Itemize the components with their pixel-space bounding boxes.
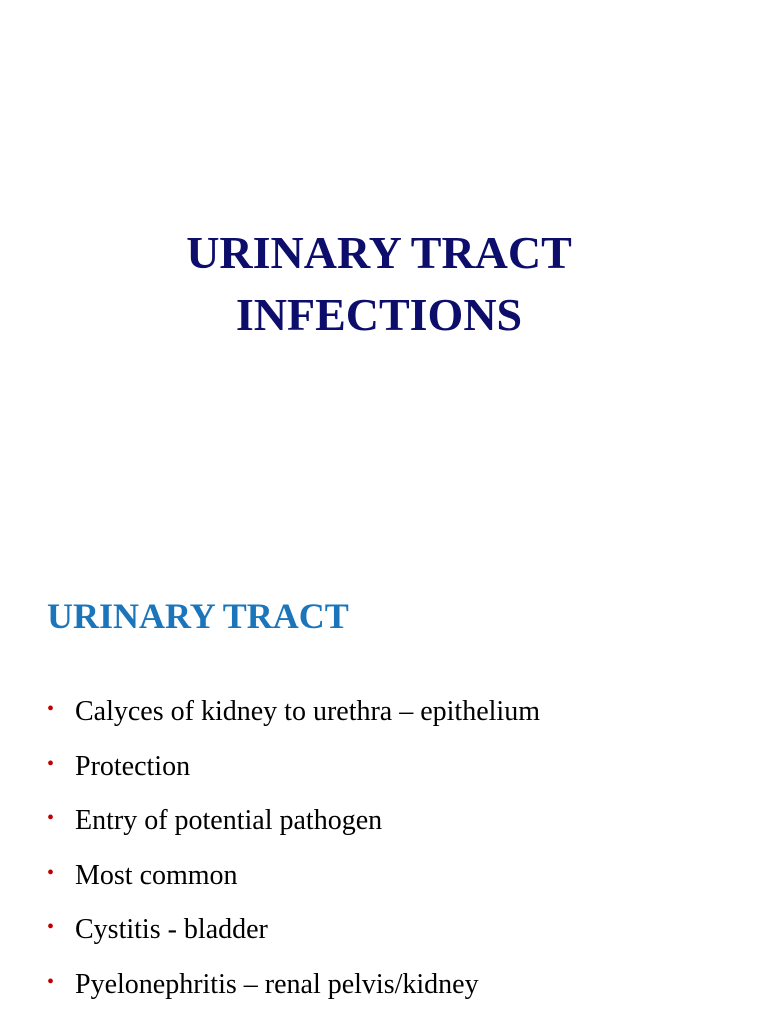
bullet-text: Protection <box>75 750 191 782</box>
main-title-line-1: URINARY TRACT <box>186 227 572 278</box>
bullet-dot-icon: • <box>47 861 55 884</box>
bullet-item <box>47 962 540 1017</box>
content-slide <box>0 512 768 1024</box>
main-title-line-2: INFECTIONS <box>235 289 523 340</box>
bullet-text: Cystitis - bladder <box>75 914 268 946</box>
bullet-text: Pyelonephritis – renal pelvis/kidney <box>75 968 479 1000</box>
bullet-item <box>47 798 540 853</box>
main-title <box>0 222 758 346</box>
bullet-dot-icon: • <box>47 970 55 993</box>
bullet-item <box>47 744 540 799</box>
bullet-text: Entry of potential pathogen <box>75 805 383 837</box>
bullet-dot-icon: • <box>47 807 55 830</box>
section-heading: URINARY TRACT <box>47 596 349 636</box>
bullet-text: Most common <box>75 859 238 891</box>
bullet-item <box>47 853 540 908</box>
bullet-dot-icon: • <box>47 752 55 775</box>
bullet-item <box>47 689 540 744</box>
bullet-dot-icon: • <box>47 698 55 720</box>
bullet-item <box>47 907 540 962</box>
bullet-list <box>47 689 540 1017</box>
bullet-text: Calyces of kidney to urethra – epithelium <box>75 696 540 727</box>
bullet-dot-icon: • <box>47 916 55 939</box>
